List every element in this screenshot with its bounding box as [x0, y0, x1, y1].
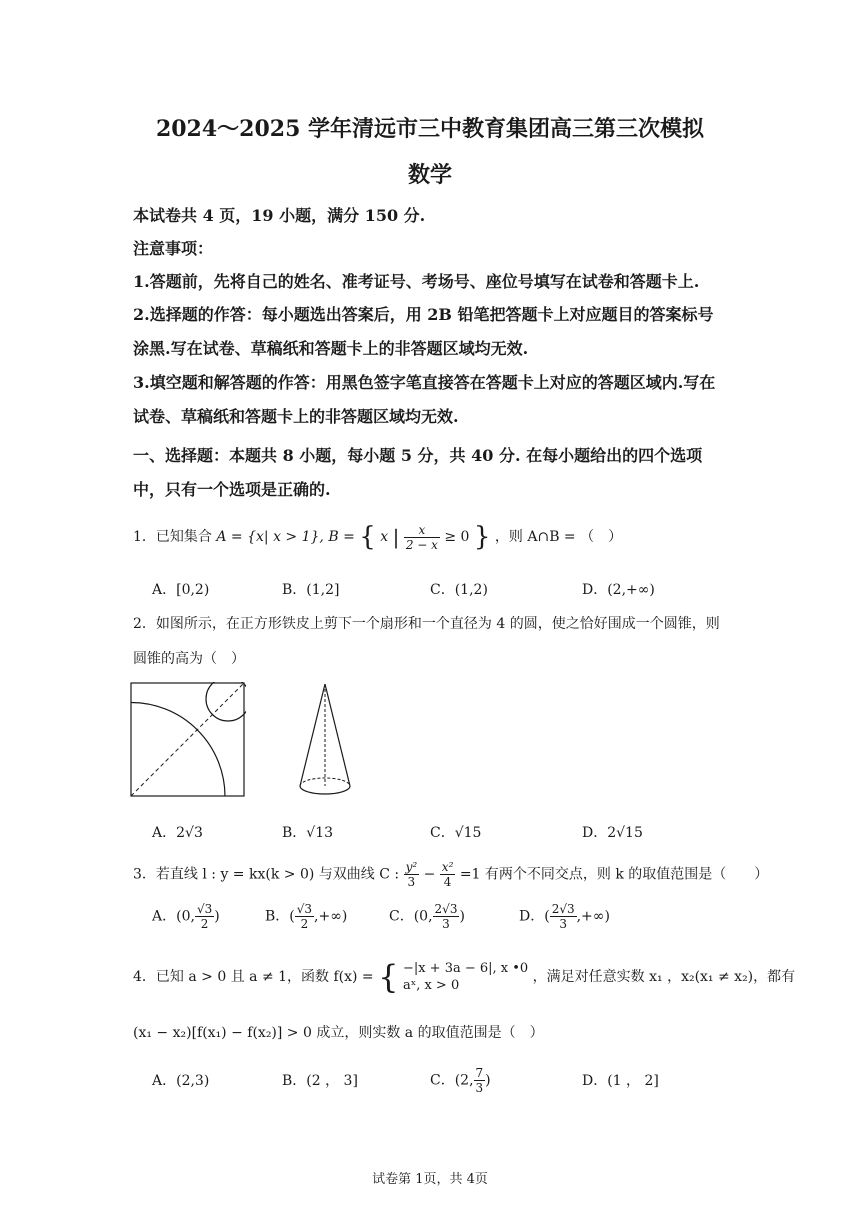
q1-bar: |	[392, 525, 400, 549]
q3-f1-den: 3	[407, 875, 416, 889]
q3-f2-num: x²	[441, 860, 454, 874]
section-1-line-1: 一、选择题：本题共 8 小题，每小题 5 分，共 40 分. 在每小题给出的四个选项	[133, 446, 703, 465]
q3-opt-a-frac	[195, 902, 214, 931]
q4-option-d: D．(1 ， 2]	[582, 1073, 659, 1089]
q4-option-c	[430, 1066, 491, 1095]
note-1: 1.答题前，先将自己的姓名、准考证号、考场号、座位号填写在试卷和答题卡上.	[133, 272, 700, 291]
q1-brace-left: {	[359, 522, 376, 552]
q3-opt-c-label: C．(0,	[389, 908, 433, 925]
q3-opt-b-frac	[295, 902, 314, 931]
q1-fraction	[404, 523, 440, 552]
q3-opt-b-num: √3	[296, 902, 313, 916]
q3-f2-den: 4	[443, 875, 452, 889]
question-4-line-2: (x₁ − x₂)[f(x₁) − f(x₂)] > 0 成立，则实数 a 的取值范围是（ ）	[133, 1025, 544, 1041]
q4-opt-c-den: 3	[475, 1081, 484, 1095]
q4-opt-c-label: C．(2,	[430, 1072, 474, 1089]
q4-option-a: A．(2,3)	[152, 1073, 210, 1089]
q1-prefix: 1．已知集合	[133, 529, 212, 545]
q4-opt-c-frac	[474, 1066, 486, 1095]
q3-opt-a-num: √3	[196, 902, 213, 916]
q1-frac-num: x	[404, 523, 440, 538]
q3-opt-d-label: D．(	[519, 908, 550, 925]
q3-opt-a-label: A．(0,	[152, 908, 195, 925]
q1-frac-den: 2 − x	[405, 537, 438, 552]
q3-opt-a-tail: )	[214, 908, 220, 925]
q3-opt-d-den: 3	[559, 917, 567, 931]
q1-set-b-lead: x	[380, 529, 389, 545]
q3-opt-d-num: 2√3	[551, 902, 575, 916]
question-1	[133, 522, 622, 552]
question-3	[133, 860, 768, 889]
q3-fraction-y	[404, 860, 420, 889]
note-3-line-1: 3.填空题和解答题的作答：用黑色签字笔直接答在答题卡上对应的答题区域内.写在	[133, 373, 716, 392]
cone-figure	[296, 682, 354, 800]
exam-summary: 本试卷共 4 页，19 小题，满分 150 分.	[133, 206, 426, 225]
q3-fraction-x	[440, 860, 456, 889]
question-4-line-1	[133, 958, 795, 996]
notes-heading: 注意事项：	[133, 239, 214, 258]
q3-suffix: =1 有两个不同交点，则 k 的取值范围是（ ）	[459, 866, 769, 883]
q4-suffix: ，满足对任意实数 x₁ ，x₂(x₁ ≠ x₂)，都有	[532, 969, 796, 985]
q3-opt-b-den: 2	[300, 917, 309, 931]
q3-option-d	[519, 902, 610, 931]
q1-set-b-tail: ≥ 0	[444, 529, 470, 545]
q3-opt-b-tail: ,+∞)	[314, 908, 348, 925]
q4-opt-c-num: 7	[475, 1066, 484, 1080]
q4-option-b: B．(2 ， 3]	[282, 1073, 358, 1089]
exam-title: 2024～2025 学年清远市三中教育集团高三第三次模拟	[155, 116, 705, 142]
q1-option-c: C．(1,2)	[430, 582, 488, 598]
section-1-line-2: 中，只有一个选项是正确的.	[133, 480, 331, 499]
cone-base-front	[300, 786, 350, 794]
note-3-line-2: 试卷、草稿纸和答题卡上的非答题区域均无效.	[133, 407, 459, 426]
q1-suffix: ，则 A∩B = （ ）	[494, 529, 623, 545]
cone-right-side	[325, 684, 350, 786]
q3-option-c	[389, 902, 465, 931]
q3-f1-num: y²	[405, 860, 418, 874]
q3-opt-d-tail: ,+∞)	[576, 908, 610, 925]
q3-opt-d-frac	[550, 902, 577, 931]
q3-option-b	[265, 902, 347, 931]
note-2-line-2: 涂黑.写在试卷、草稿纸和答题卡上的非答题区域均无效.	[133, 339, 529, 358]
q3-opt-c-den: 3	[442, 917, 450, 931]
q1-brace-right: }	[473, 522, 491, 552]
q1-option-b: B．(1,2]	[282, 582, 340, 598]
q1-option-d: D．(2,+∞)	[582, 582, 655, 598]
diagonal-dashed-line	[131, 683, 244, 796]
subject-title: 数学	[407, 162, 452, 188]
q3-minus: −	[423, 866, 436, 883]
note-2-line-1: 2.选择题的作答：每小题选出答案后，用 2B 铅笔把答题卡上对应题目的答案标号	[133, 305, 714, 324]
page-footer: 试卷第 1页，共 4页	[372, 1172, 488, 1187]
q4-case-2: aˣ, x > 0	[402, 978, 460, 993]
q2-option-c: C．√15	[430, 825, 482, 841]
square-sector-figure	[130, 682, 246, 798]
q3-option-a	[152, 902, 220, 931]
q4-piecewise-brace: {	[378, 958, 399, 996]
q3-opt-c-tail: )	[459, 908, 465, 925]
q3-prefix: 3．若直线 l : y = kx(k > 0) 与双曲线 C :	[133, 866, 400, 883]
q3-opt-a-den: 2	[200, 917, 209, 931]
q2-option-a: A．2√3	[152, 825, 203, 841]
q1-set-a: A = {x| x > 1}, B =	[216, 529, 355, 545]
q2-option-d: D．2√15	[582, 825, 643, 841]
q1-option-a: A．[0,2)	[152, 582, 210, 598]
q3-opt-b-label: B．(	[265, 908, 295, 925]
q4-case-1: −|x + 3a − 6|, x •0	[402, 961, 529, 976]
question-2-line-1: 2．如图所示，在正方形铁皮上剪下一个扇形和一个直径为 4 的圆，使之恰好围成一个圆锥，则	[133, 616, 720, 632]
q4-prefix: 4．已知 a > 0 且 a ≠ 1，函数 f(x) =	[133, 969, 374, 985]
q2-option-b: B．√13	[282, 825, 334, 841]
cone-left-side	[300, 684, 325, 786]
q4-opt-c-tail: )	[485, 1072, 491, 1089]
q4-piecewise-cases	[403, 960, 528, 994]
q3-opt-c-frac	[433, 902, 460, 931]
question-2-line-2: 圆锥的高为（ ）	[133, 651, 245, 667]
q3-opt-c-num: 2√3	[434, 902, 458, 916]
